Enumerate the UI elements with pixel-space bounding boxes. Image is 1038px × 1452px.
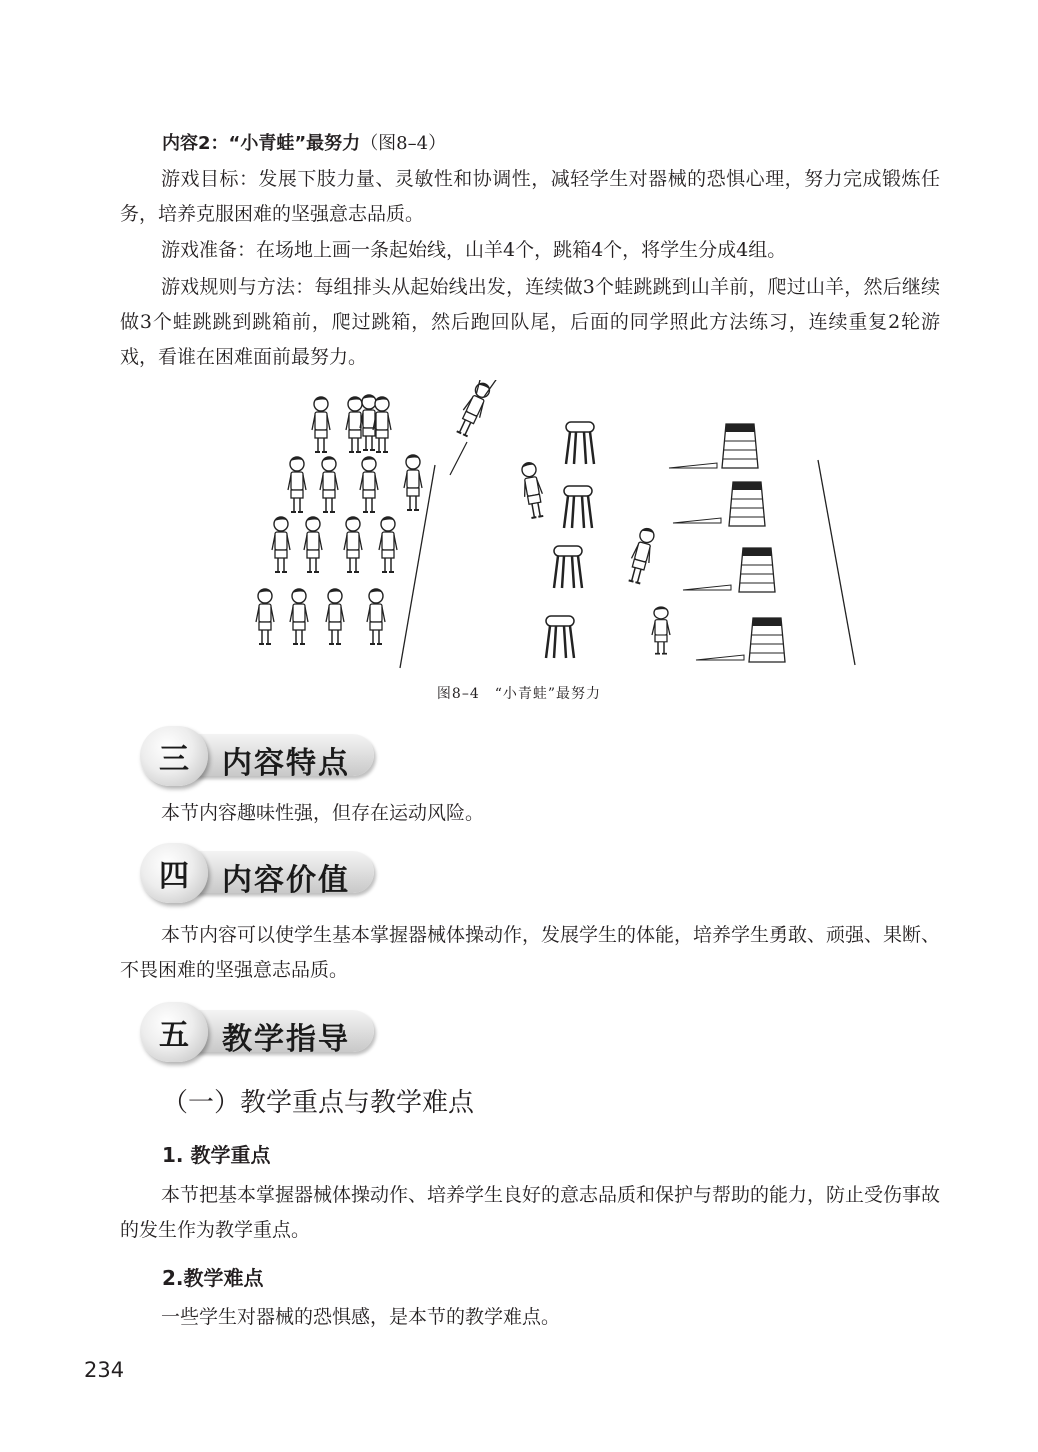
section-4-body xyxy=(120,918,940,988)
game-prep-text: 游戏准备：在场地上画一条起始线，山羊4个，跳箱4个，将学生分成4组。 xyxy=(161,239,787,261)
section-4-number: 四 xyxy=(140,843,208,903)
game-rules-text: 游戏规则与方法：每组排头从起始线出发，连续做3个蛙跳跳到山羊前，爬过山羊，然后继续做3个蛙跳跳到跳箱前，爬过跳箱，然后跑回队尾，后面的同学照此方法练习，连续重复2轮游戏，看谁在困难面前最努力。 xyxy=(120,276,940,368)
section-4-text: 本节内容可以使学生基本掌握器械体操动作，发展学生的体能，培养学生勇敢、顽强、果断、不畏困难的坚强意志品质。 xyxy=(120,924,941,981)
teaching-key-body xyxy=(120,1178,940,1248)
page-number: 234 xyxy=(84,1358,125,1382)
game-prep xyxy=(120,233,940,268)
section-4-title: 内容价值 xyxy=(222,863,350,898)
section-5-title: 教学指导 xyxy=(222,1022,350,1057)
teaching-key-difficulty-heading: （一）教学重点与教学难点 xyxy=(162,1088,475,1118)
game-goal-text: 游戏目标：发展下肢力量、灵敏性和协调性，减轻学生对器械的恐惧心理，努力完成锻炼任务，培养克服困难的坚强意志品质。 xyxy=(120,168,940,225)
section-3-body xyxy=(120,796,940,831)
section-5-number: 五 xyxy=(140,1002,208,1062)
figure-caption: 图8–4 “小青蛙”最努力 xyxy=(436,686,602,702)
content-title xyxy=(162,129,446,155)
content-title-figure-ref: （图8–4） xyxy=(360,133,447,154)
teaching-key-text: 本节把基本掌握器械体操动作、培养学生良好的意志品质和保护与帮助的能力，防止受伤事故的发生作为教学重点。 xyxy=(120,1184,941,1241)
section-3-text: 本节内容趣味性强，但存在运动风险。 xyxy=(161,802,485,824)
game-goal xyxy=(120,162,940,232)
game-rules xyxy=(120,270,940,375)
section-3-title: 内容特点 xyxy=(222,746,350,781)
section-3-number: 三 xyxy=(140,726,208,786)
content-title-main: 内容2：“小青蛙”最努力 xyxy=(162,133,361,154)
teaching-key-title: 1. 教学重点 xyxy=(162,1143,271,1167)
frog-game-illustration xyxy=(245,380,865,670)
teaching-difficulty-body xyxy=(120,1300,940,1335)
teaching-difficulty-title: 2.教学难点 xyxy=(162,1266,264,1290)
teaching-difficulty-text: 一些学生对器械的恐惧感，是本节的教学难点。 xyxy=(161,1306,561,1328)
